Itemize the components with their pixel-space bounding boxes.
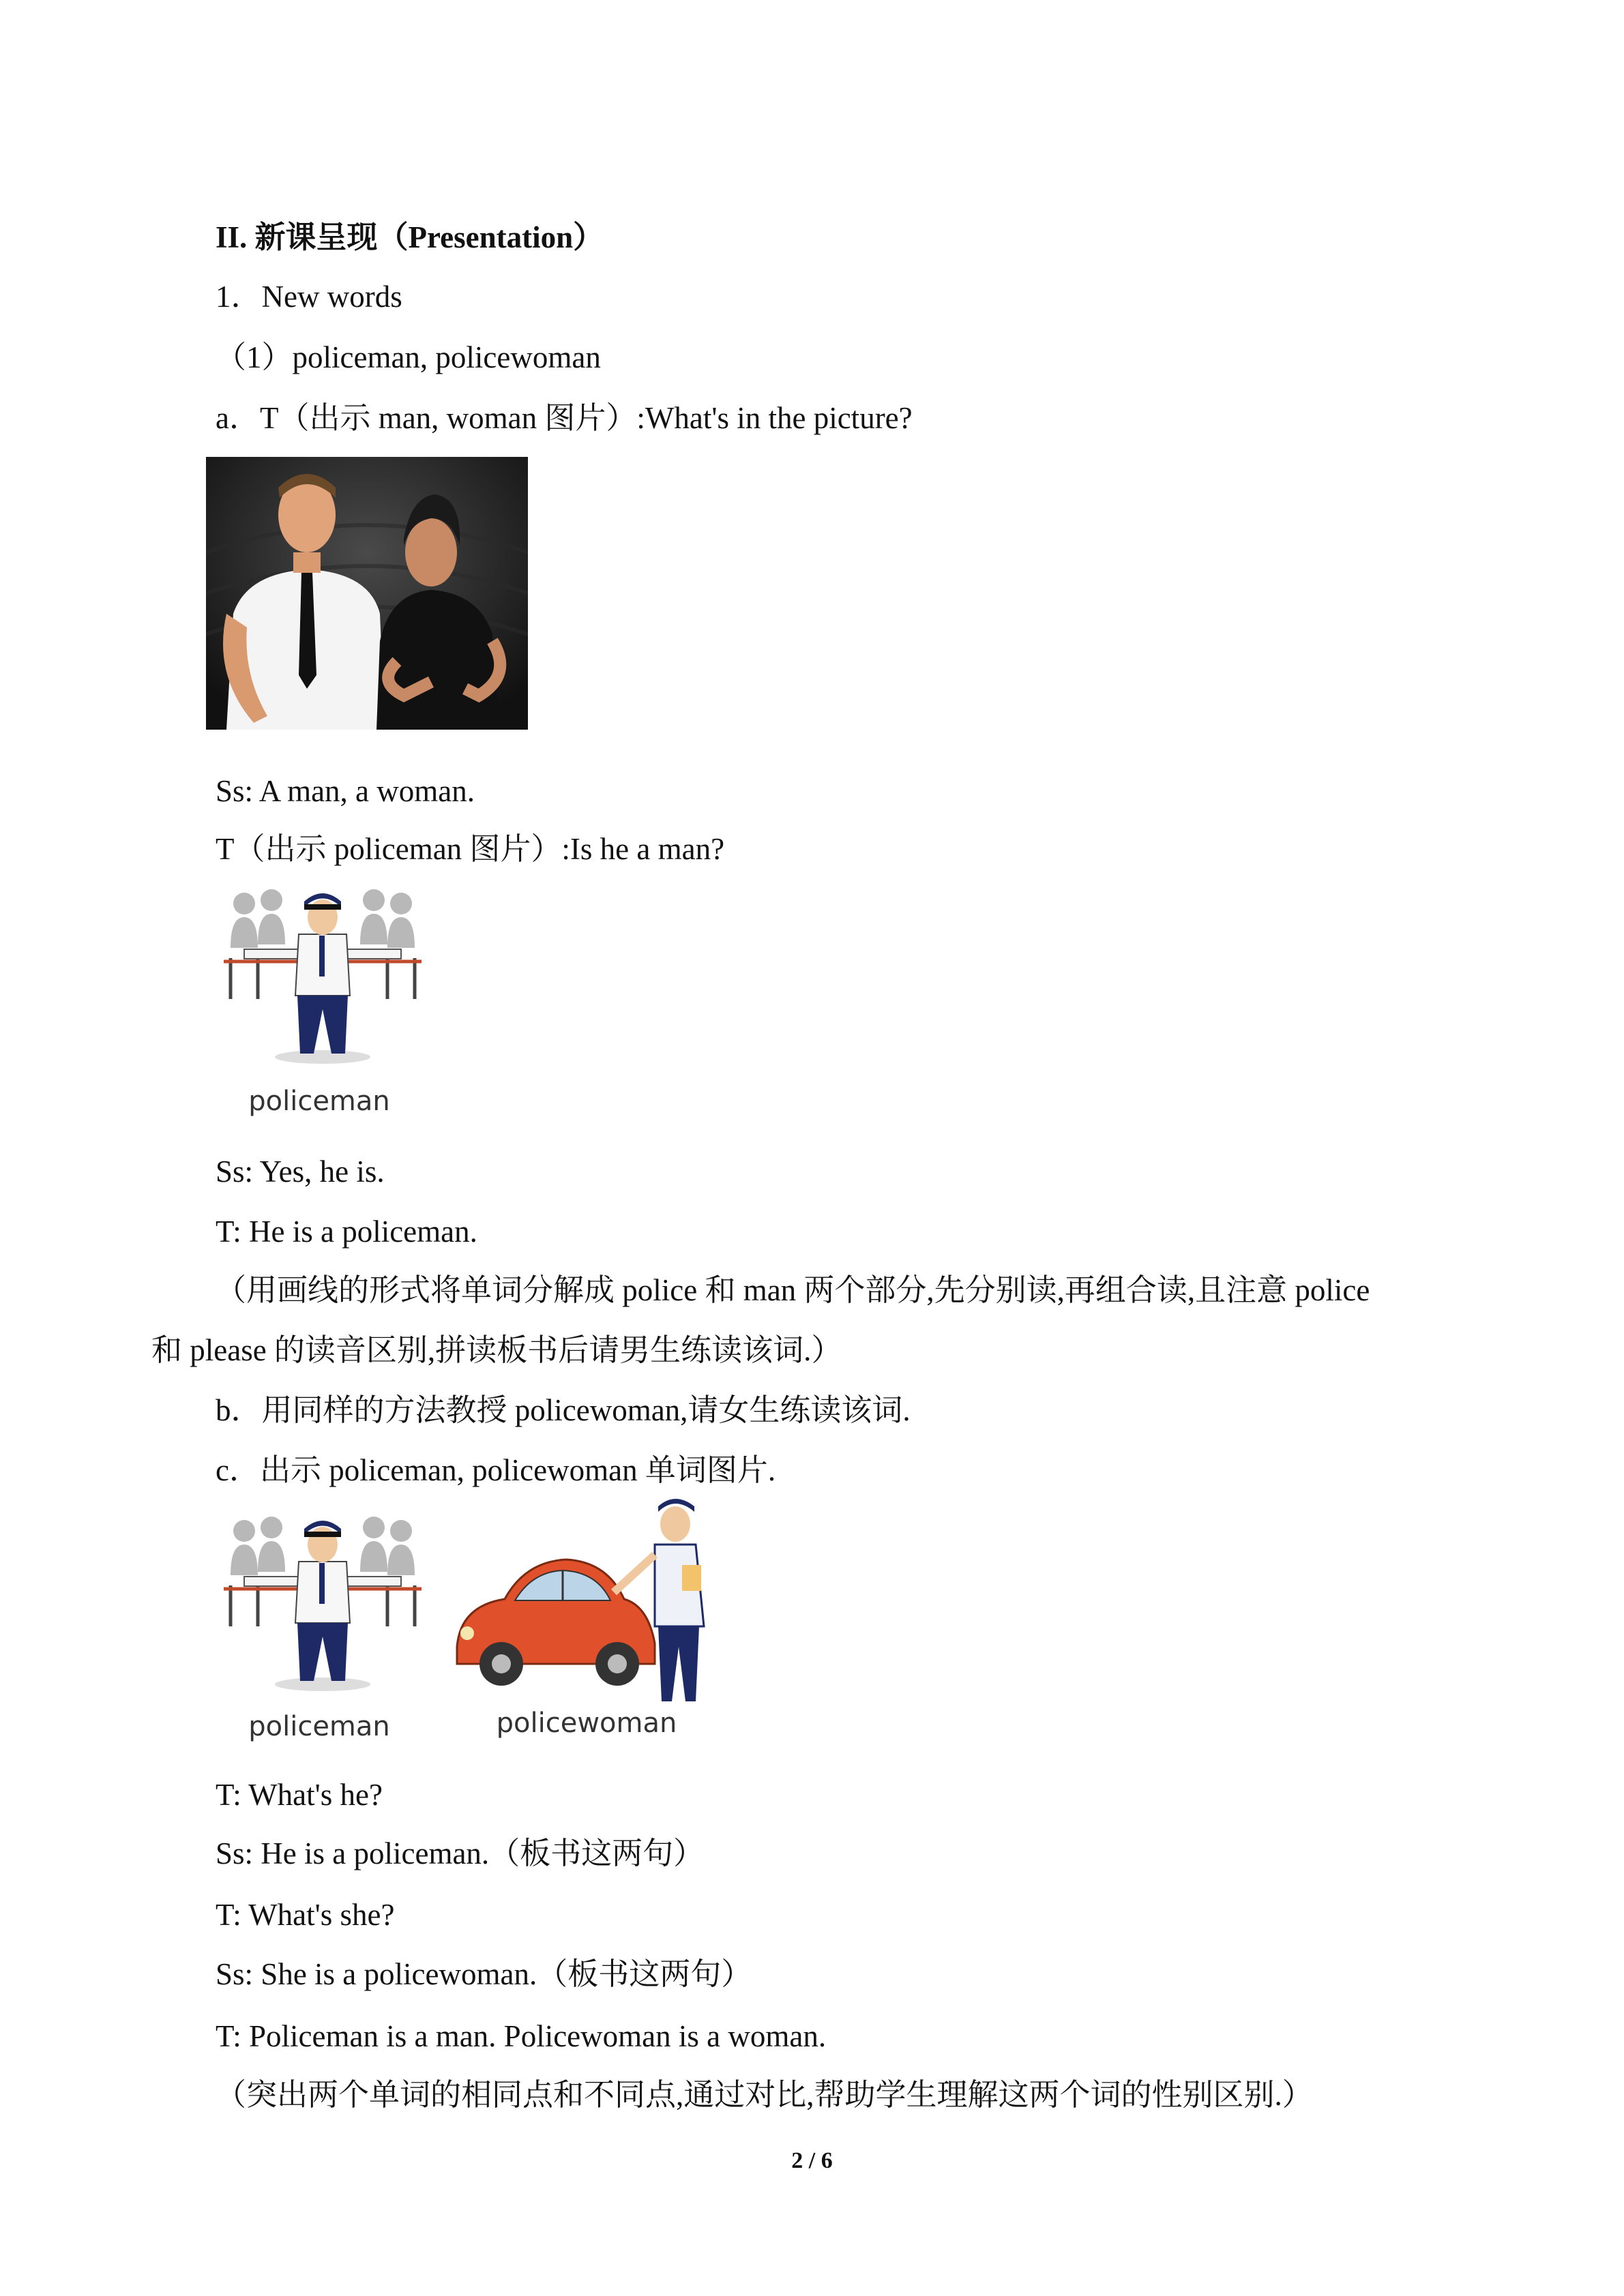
- step-c: c．出示 policeman, policewoman 单词图片.: [216, 1453, 776, 1487]
- section-heading: II. 新课呈现（Presentation）: [216, 220, 604, 254]
- item-1: （1）policeman, policewoman: [216, 340, 601, 374]
- policewoman-caption: policewoman: [496, 1708, 677, 1739]
- ss-line-2: Ss: Yes, he is.: [216, 1154, 385, 1189]
- t-line-4: T: What's she?: [216, 1898, 395, 1932]
- note-1-line-2: 和 please 的读音区别,拼读板书后请男生练读该词.）: [151, 1333, 842, 1367]
- policeman-caption-1: policeman: [248, 1086, 390, 1117]
- step-a: a．T（出示 man, woman 图片）:What's in the picture?: [216, 401, 913, 435]
- t-line-1: T（出示 policeman 图片）:Is he a man?: [216, 832, 725, 866]
- policeman-image-2: [217, 1500, 428, 1746]
- note-2: （突出两个单词的相同点和不同点,通过对比,帮助学生理解这两个词的性别区别.）: [216, 2078, 1313, 2112]
- t-line-2: T: He is a policeman.: [216, 1214, 477, 1249]
- step-b: b．用同样的方法教授 policewoman,请女生练读该词.: [216, 1393, 911, 1427]
- ss-line-4: Ss: She is a policewoman.（板书这两句）: [216, 1957, 752, 1991]
- policeman-image-1: [217, 873, 428, 1118]
- note-1-line-1: （用画线的形式将单词分解成 police 和 man 两个部分,先分别读,再组合读,且注意 police: [216, 1273, 1370, 1307]
- ss-line-3: Ss: He is a policeman.（板书这两句）: [216, 1836, 705, 1870]
- man-woman-image: [206, 457, 528, 730]
- policeman-caption-2: policeman: [248, 1711, 390, 1742]
- ss-line-1: Ss: A man, a woman.: [216, 774, 475, 808]
- policewoman-image: [450, 1497, 723, 1749]
- t-line-5: T: Policeman is a man. Policewoman is a woman.: [216, 2019, 827, 2053]
- t-line-3: T: What's he?: [216, 1778, 383, 1812]
- section-title: 1．New words: [216, 280, 402, 314]
- page-number: 2 / 6: [791, 2148, 833, 2173]
